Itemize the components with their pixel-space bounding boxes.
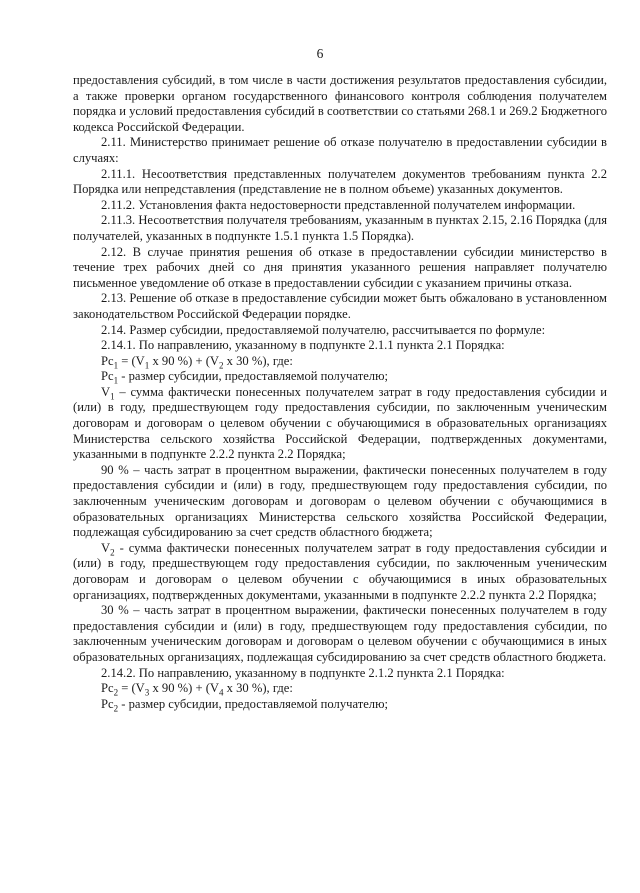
- formula-pc2: $Рс_2 = (V_3$ x 90 %) + ($V_4$ x 30 %), где:: [101, 681, 293, 698]
- paragraph-2-11-3: 2.11.3. Несоответствия получателя требованиям, указанным в пунктах 2.15, 2.16 Порядка (для получателей, указанных в подпункте 1.5.1 пункта 1.5 Порядка).: [73, 213, 607, 243]
- paragraph-2-14: 2.14. Размер субсидии, предоставляемой получателю, рассчитывается по формуле:: [101, 322, 546, 337]
- definition-30-percent: 30 % – часть затрат в процентном выражении, фактически понесенных получателем в году предоставления субсидии и (или) в году, предшествующем году предоставления субсидии, по заключенным ученическим договорам и договорам о целевом обучении с обучающимися в иных образовательных организациях, подлежащая субсидированию за счет средств областного бюджета.: [73, 603, 607, 664]
- page-number: 6: [316, 46, 324, 61]
- formula-pc1: $Рс_1 = (V_1$ x 90 %) + ($V_2$ x 30 %), где:: [101, 353, 293, 371]
- paragraph-2-11-2: 2.11.2. Установления факта недостоверности представленной получателем информации.: [101, 197, 576, 212]
- paragraph-2-14-1: 2.14.1. По направлению, указанному в подпункте 2.1.1 пункта 2.1 Порядка:: [101, 338, 505, 353]
- definition-pc2: $Рс_2$ - размер субсидии, предоставляемой получателю;: [101, 696, 388, 714]
- definition-v2: $V_2$ - сумма фактически понесенных получателем затрат в году предоставления субсидии и (или) в году, предшествующем году предоставления субсидии, по заключенным ученическим договорам и договорам о целевом обучении с обучающимися в иных образовательных организациях, подтвержденных документами, указанными в подпункте 2.2.2 пункта 2.2 Порядка;: [73, 540, 607, 602]
- definition-90-percent: 90 % – часть затрат в процентном выражении, фактически понесенных получателем в году предоставления субсидии и (или) в году, предшествующем году предоставления субсидии, по заключенным ученическим договорам и договорам о целевом обучении с обучающимися в образовательных организациях Министерства сельского хозяйства Российской Федерации, подлежащая субсидированию за счет средств областного бюджета;: [73, 462, 607, 540]
- definition-pc1: $Рс_1$ - размер субсидии, предоставляемой получателю;: [101, 369, 388, 386]
- paragraph-2-13: 2.13. Решение об отказе в предоставление субсидии может быть обжаловано в установленном законодательством Российской Федерации порядке.: [73, 291, 607, 321]
- paragraph-2-14-2: 2.14.2. По направлению, указанному в подпункте 2.1.2 пункта 2.1 Порядка:: [101, 665, 505, 680]
- paragraph-2-11-1: 2.11.1. Несоответствия представленных получателем документов требованиям пункта 2.2 Порядка или непредставления (представление не в полном объеме) указанных документов.: [73, 166, 607, 197]
- paragraph-continuation: предоставления субсидий, в том числе в части достижения результатов предоставления субсидии, а также проверки органом государственного финансового контроля соблюдения получателем порядка и условий предоставления субсидий в соответствии со статьями 268.1 и 269.2 Бюджетного кодекса Российской Федерации.: [73, 73, 607, 134]
- paragraph-2-12: 2.12. В случае принятия решения об отказе в предоставлении субсидии министерство в течение трех рабочих дней со дня принятия указанного решения направляет получателю письменное уведомление об отказе в предоставлении субсидии с указанием причины отказа.: [73, 244, 607, 290]
- paragraph-2-11: 2.11. Министерство принимает решение об отказе получателю в предоставлении субсидии в случаях:: [73, 135, 607, 165]
- document-body: [73, 73, 607, 712]
- definition-v1: $V_1$ – сумма фактически понесенных получателем затрат в году предоставления субсидии и (или) в году, предшествующем году предоставления субсидии, по заключенным ученическим договорам и договорам о целевом обучении с обучающимися в образовательных организациях Министерства сельского хозяйства Российской Федерации, подтвержденных документами, указанными в подпункте 2.2.2 пункта 2.2 Порядка;: [73, 384, 607, 462]
